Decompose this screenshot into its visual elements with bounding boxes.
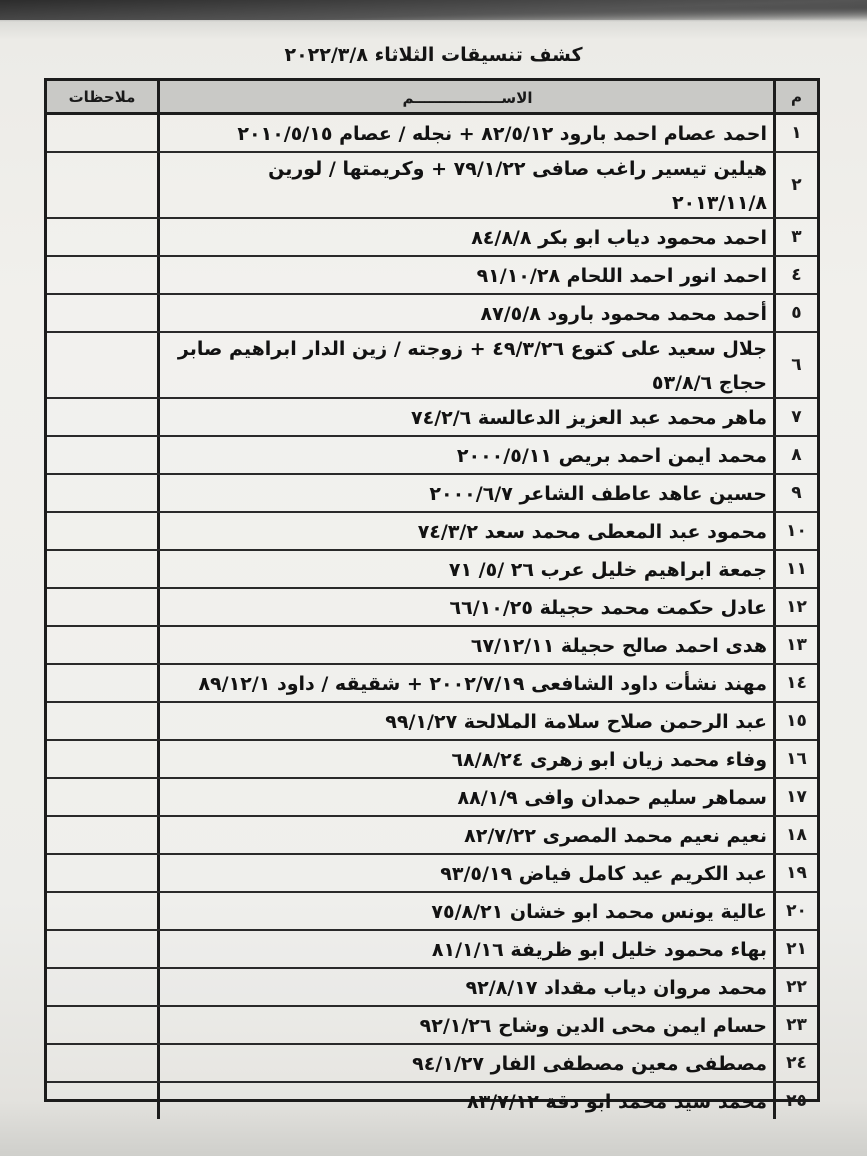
row-name: [157, 1007, 773, 1043]
row-notes: [47, 1083, 157, 1119]
row-number: ١٧: [773, 779, 817, 815]
row-name-text: حسين عاهد عاطف الشاعر ٢٠٠٠/٦/٧: [429, 483, 767, 505]
row-name-text: محمد ايمن احمد بريص ٢٠٠٠/٥/١١: [456, 445, 767, 467]
row-name: [157, 219, 773, 255]
row-name-text: احمد انور احمد اللحام ٩١/١٠/٢٨: [476, 265, 767, 287]
row-name: [157, 115, 773, 151]
table-row: [47, 1007, 817, 1045]
row-name: [157, 475, 773, 511]
table-header-row: [47, 81, 817, 115]
row-notes: [47, 295, 157, 331]
row-name: [157, 741, 773, 777]
row-number: ٢٥: [773, 1083, 817, 1119]
header-name: الاســـــــــــــــــم: [157, 81, 773, 112]
row-notes: [47, 257, 157, 293]
table-row: [47, 513, 817, 551]
table-row: [47, 855, 817, 893]
table-row: [47, 703, 817, 741]
row-notes: [47, 741, 157, 777]
table-row: [47, 627, 817, 665]
row-name: [157, 513, 773, 549]
row-name-text: جمعة ابراهيم خليل عرب ٢٦ /٥/ ٧١: [448, 559, 767, 581]
row-number: ١٩: [773, 855, 817, 891]
row-name-text: محمود عبد المعطى محمد سعد ٧٤/٣/٢: [417, 521, 767, 543]
page-title: كشف تنسيقات الثلاثاء ٢٠٢٢/٣/٨: [284, 44, 583, 66]
row-name: [157, 1045, 773, 1081]
row-number: ٢: [773, 153, 817, 217]
row-name: [157, 703, 773, 739]
row-number: ٥: [773, 295, 817, 331]
row-name: [157, 779, 773, 815]
table-body: [47, 115, 817, 1119]
row-number: ٨: [773, 437, 817, 473]
table-row: [47, 779, 817, 817]
row-number: ١: [773, 115, 817, 151]
row-number: ٦: [773, 333, 817, 397]
table-row: [47, 333, 817, 399]
table-row: [47, 219, 817, 257]
row-name-text: وفاء محمد زيان ابو زهرى ٦٨/٨/٢٤: [451, 749, 767, 771]
row-name-text: سماهر سليم حمدان وافى ٨٨/١/٩: [457, 787, 767, 809]
row-name: [157, 931, 773, 967]
row-notes: [47, 399, 157, 435]
row-notes: [47, 1007, 157, 1043]
row-notes: [47, 475, 157, 511]
row-notes: [47, 893, 157, 929]
row-notes: [47, 551, 157, 587]
row-number: ٢٤: [773, 1045, 817, 1081]
row-notes: [47, 333, 157, 397]
table-row: [47, 969, 817, 1007]
row-notes: [47, 817, 157, 853]
table-row: [47, 399, 817, 437]
row-name-text: بهاء محمود خليل ابو ظريفة ٨١/١/١٦: [431, 939, 767, 961]
row-notes: [47, 627, 157, 663]
table-row: [47, 1083, 817, 1119]
row-notes: [47, 589, 157, 625]
row-name-text: عادل حكمت محمد حجيلة ٦٦/١٠/٢٥: [449, 597, 767, 619]
row-notes: [47, 931, 157, 967]
row-number: ٢٠: [773, 893, 817, 929]
table-row: [47, 475, 817, 513]
row-notes: [47, 855, 157, 891]
table-row: [47, 893, 817, 931]
row-notes: [47, 779, 157, 815]
row-name-text: محمد مروان دياب مقداد ٩٢/٨/١٧: [465, 977, 767, 999]
row-notes: [47, 115, 157, 151]
row-number: ١٨: [773, 817, 817, 853]
row-name-text: هدى احمد صالح حجيلة ٦٧/١٢/١١: [470, 635, 767, 657]
table-row: [47, 931, 817, 969]
row-notes: [47, 665, 157, 701]
row-name-text: عبد الكريم عيد كامل فياض ٩٣/٥/١٩: [440, 863, 767, 885]
header-notes: ملاحظات: [47, 81, 157, 112]
row-number: ٢٢: [773, 969, 817, 1005]
row-number: ١٤: [773, 665, 817, 701]
row-notes: [47, 513, 157, 549]
row-name: [157, 257, 773, 293]
row-name: [157, 1083, 773, 1119]
row-name-text: احمد محمود دياب ابو بكر ٨٤/٨/٨: [471, 227, 767, 249]
header-number: م: [773, 81, 817, 112]
row-notes: [47, 703, 157, 739]
row-name: [157, 399, 773, 435]
row-name-text: حسام ايمن محى الدين وشاح ٩٢/١/٢٦: [419, 1015, 767, 1037]
row-number: ١٥: [773, 703, 817, 739]
table-row: [47, 295, 817, 333]
row-notes: [47, 153, 157, 217]
row-number: ١٣: [773, 627, 817, 663]
row-name-text: عبد الرحمن صلاح سلامة الملالحة ٩٩/١/٢٧: [385, 711, 767, 733]
row-name: [157, 437, 773, 473]
table-row: [47, 551, 817, 589]
table-row: [47, 153, 817, 219]
names-table: [44, 78, 820, 1113]
row-number: ٢٣: [773, 1007, 817, 1043]
row-number: ١٢: [773, 589, 817, 625]
table-row: [47, 665, 817, 703]
row-name: [157, 153, 773, 217]
row-name: [157, 855, 773, 891]
table-row: [47, 741, 817, 779]
row-number: ١٦: [773, 741, 817, 777]
table-row: [47, 257, 817, 295]
row-number: ٢١: [773, 931, 817, 967]
row-number: ١١: [773, 551, 817, 587]
row-notes: [47, 969, 157, 1005]
row-number: ٤: [773, 257, 817, 293]
row-notes: [47, 219, 157, 255]
row-name: [157, 551, 773, 587]
table-row: [47, 437, 817, 475]
row-number: ٧: [773, 399, 817, 435]
row-number: ٩: [773, 475, 817, 511]
row-name-text: عالية يونس محمد ابو خشان ٧٥/٨/٢١: [431, 901, 767, 923]
row-name: [157, 333, 773, 397]
row-name-text: أحمد محمد محمود بارود ٨٧/٥/٨: [480, 303, 767, 325]
table-row: [47, 589, 817, 627]
row-name-text: محمد سيد محمد ابو دقة ٨٣/٧/١٢: [467, 1091, 767, 1113]
table-row: [47, 1045, 817, 1083]
row-name-text: مصطفى معين مصطفى الفار ٩٤/١/٢٧: [412, 1053, 767, 1075]
row-notes: [47, 1045, 157, 1081]
row-name-text: جلال سعيد على كتوع ٤٩/٣/٢٦ + زوجته / زين الدار ابراهيم صابر حجاج ٥٣/٨/٦: [177, 338, 767, 394]
row-number: ١٠: [773, 513, 817, 549]
row-name: [157, 817, 773, 853]
row-notes: [47, 437, 157, 473]
row-number: ٣: [773, 219, 817, 255]
paper-edge: [0, 0, 867, 20]
row-name-text: احمد عصام احمد بارود ٨٢/٥/١٢ + نجله / عصام ٢٠١٠/٥/١٥: [237, 123, 767, 145]
row-name: [157, 665, 773, 701]
row-name-text: هيلين تيسير راغب صافى ٧٩/١/٢٢ + وكريمتها / لورين ٢٠١٣/١١/٨: [268, 158, 767, 214]
table-row: [47, 115, 817, 153]
row-name: [157, 589, 773, 625]
row-name-text: ماهر محمد عبد العزيز الدعالسة ٧٤/٢/٦: [411, 407, 767, 429]
row-name-text: نعيم نعيم محمد المصرى ٨٢/٧/٢٢: [464, 825, 767, 847]
row-name: [157, 893, 773, 929]
row-name: [157, 627, 773, 663]
row-name: [157, 969, 773, 1005]
table-row: [47, 817, 817, 855]
row-name: [157, 295, 773, 331]
row-name-text: مهند نشأت داود الشافعى ٢٠٠٢/٧/١٩ + شقيقه / داود ٨٩/١٢/١: [198, 673, 767, 695]
